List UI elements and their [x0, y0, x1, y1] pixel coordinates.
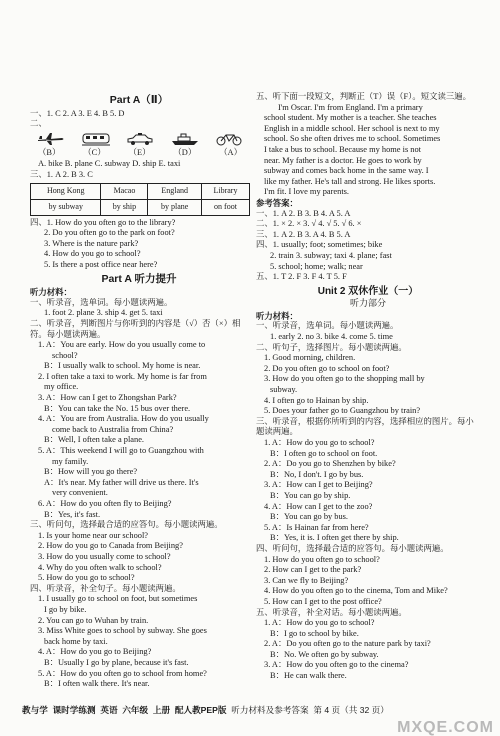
passage-line: school student. My mother is a teacher. She teaches — [264, 113, 437, 123]
table-cell: by plane — [148, 199, 202, 215]
s4-line: 2. You can go to Wuhan by train. — [38, 615, 149, 625]
s4-line: 1. I usually go to school on foot, but sometimes — [38, 594, 198, 604]
u5-line: 3. A：How do you often go to the cinema? — [264, 660, 409, 670]
s2-line: A：It's near. My father will drive us there. It's — [44, 477, 199, 487]
u5-line: B：No. We often go by subway. — [270, 649, 379, 659]
s4-line: 3. Miss White goes to school by subway. She goes — [38, 626, 207, 636]
answer-line: 一、1. A 2. B 3. B 4. A 5. A — [256, 208, 351, 218]
u3-line: B：You can go by ship. — [270, 490, 351, 500]
u5-line: 1. A：How do you go to school? — [264, 618, 375, 628]
table-cell: Library — [201, 183, 249, 199]
s2-line: 3. A：How can I get to Zhongshan Park? — [38, 393, 177, 403]
q2-answer-letters — [30, 148, 248, 160]
u2-line: 5. Does your father go to Guangzhou by train? — [264, 406, 421, 416]
q4-line: 4. How do you go to school? — [44, 249, 141, 259]
passage-line: English in a middle school. Her school is next to my — [264, 123, 440, 133]
u3-line: B：I often go to school on foot. — [270, 448, 378, 458]
s2-line: my family. — [52, 456, 89, 466]
u2-line: subway. — [270, 385, 298, 395]
u4-line: 1. How do you often go to school? — [264, 554, 380, 564]
q2-letter: （D） — [173, 147, 197, 157]
table-row — [31, 183, 250, 199]
s2-line: B：Yes, it's fast. — [44, 509, 101, 519]
table-cell: by ship — [101, 199, 148, 215]
plane-icon — [36, 132, 66, 146]
right-column — [256, 92, 480, 682]
listen-label: 听力材料： — [256, 310, 298, 321]
listen-label: 听力材料： — [30, 287, 72, 298]
s2-line: 1. A：You are early. How do you usually come to — [38, 340, 206, 350]
bike-icon — [214, 132, 244, 146]
passage-line: like my father. He's tall and strong. He likes sports. — [264, 176, 436, 186]
u3-line: 1. A：How do you go to school? — [264, 438, 375, 447]
u4-line: 5. How can I get to the post office? — [264, 596, 382, 606]
s4-line: B：I often walk there. It's near. — [44, 679, 150, 689]
footer-section: 听力材料及参考答案 — [231, 705, 309, 715]
part-a2-title: Part A（Ⅱ） — [109, 94, 169, 106]
s4-line: B：Usually I go by plane, because it's fast. — [44, 657, 189, 667]
passage-line: I'm fit. I love my parents. — [264, 187, 350, 197]
s3-line: 2. How do you go to Canada from Beijing? — [38, 541, 183, 551]
watermark: MXQE.COM — [397, 719, 494, 736]
unit-section-3-instruction: 三、听录音，根据你所听到的内容，选择相应的图片。每小题读两遍。 — [256, 416, 474, 437]
footer-series: 课时学练测 — [52, 705, 96, 715]
q2-options: A. bike B. plane C. subway D. ship E. taxi — [38, 159, 181, 169]
unit-section-1-instruction: 一、听录音，选单词。每小题读两遍。 — [256, 321, 399, 331]
subway-icon — [81, 132, 111, 146]
footer-brand: 教与学 — [22, 705, 48, 715]
s2-line: 5. A：This weekend I will go to Guangzhou with — [38, 446, 204, 456]
ship-icon — [170, 132, 200, 146]
passage-line: I take a bus to school. Because my home is not — [264, 144, 421, 154]
q3-answers: 三、1. A 2. B 3. C — [30, 169, 93, 179]
q2-letter: （A） — [219, 147, 242, 157]
s2-line: B：I usually walk to school. My home is near. — [44, 361, 201, 371]
table-cell: Macao — [101, 183, 148, 199]
answer-line: 五、1. T 2. F 3. F 4. T 5. F — [256, 272, 347, 282]
section-2-instruction: 二、听录音，判断图片与你听到的内容是（√）否（×）相符。每小题读两遍。 — [30, 318, 241, 339]
s3-line: 1. Is your home near our school? — [38, 530, 149, 540]
taxi-icon — [125, 132, 155, 146]
s2-line: 6. A：How do you often fly to Beijing? — [38, 499, 172, 508]
q2-letter: （C） — [83, 147, 106, 157]
u2-line: 1. Good morning, children. — [264, 353, 356, 363]
u3-line: 3. A：How can I get to Beijing? — [264, 480, 373, 490]
q4-line: 四、1. How do you often go to the library? — [30, 217, 176, 227]
unit-section-5-instruction: 五、听录音，补全对话。每小题读两遍。 — [256, 607, 407, 617]
passage-line: school. So she often drives me to school. Sometimes — [264, 134, 441, 144]
u3-line: 4. A：How can I get to the zoo? — [264, 501, 373, 511]
s2-line: 4. A：You are from Australia. How do you usually — [38, 414, 209, 424]
s2-line: very convenient. — [52, 488, 108, 498]
q2-label: 二、 — [30, 119, 47, 129]
s4-line: 4. A：How do you go to Beijing? — [38, 647, 152, 657]
u3-line: 2. A：Do you go to Shenzhen by bike? — [264, 459, 396, 469]
s2-line: B：Well, I often take a plane. — [44, 435, 145, 445]
s2-line: my office. — [44, 382, 79, 392]
footer-edition: 配人教PEP版 — [174, 705, 227, 715]
answer-line: 2. train 3. subway; taxi 4. plane; fast — [270, 250, 392, 260]
u4-line: 4. How do you often go to the cinema, Tom and Mike? — [264, 586, 448, 596]
footer-volume: 上册 — [152, 705, 171, 715]
q4-line: 3. Where is the nature park? — [44, 238, 139, 248]
footer-page-number: 第 4 页（共 32 页） — [313, 705, 389, 715]
table-cell: England — [148, 183, 202, 199]
section-1-instruction: 一、听录音，选单词。每小题读两遍。 — [30, 297, 173, 307]
answers-label: 参考答案： — [256, 197, 298, 208]
unit-subtitle: 听力部分 — [349, 298, 386, 309]
passage-line: subway and comes back home in the same way. I — [264, 166, 429, 176]
passage-line: near. My father is a doctor. He goes to work by — [264, 155, 422, 165]
u3-line: B：No, I don't. I go by bus. — [270, 469, 364, 479]
unit-section-2-instruction: 二、听句子，选择图片。每小题读两遍。 — [256, 342, 407, 352]
s4-line: 5. A：How do you often go to school from home? — [38, 668, 207, 678]
u4-line: 2. How can I get to the park? — [264, 565, 362, 575]
u2-line: 2. Do you often go to school on foot? — [264, 363, 390, 373]
s2-line: B：You can take the No. 15 bus over there. — [44, 403, 191, 413]
part-a-listen-title: Part A 听力提升 — [101, 272, 177, 285]
q1-answers: 一、1. C 2. A 3. E 4. B 5. D — [30, 108, 125, 118]
section-4-instruction: 四、听录音，补全句子。每小题读两遍。 — [30, 583, 181, 593]
table-cell: on foot — [201, 199, 249, 215]
section-1-answers: 1. foot 2. plane 3. ship 4. get 5. taxi — [44, 308, 163, 318]
footer-subject: 英语 — [100, 705, 118, 715]
table-cell: by subway — [31, 199, 101, 215]
s2-line: 2. I often take a taxi to work. My home is far from — [38, 371, 207, 381]
s3-line: 3. How do you usually come to school? — [38, 551, 171, 561]
s2-line: school? — [52, 350, 78, 360]
passage-line: I'm Oscar. I'm from England. I'm a primary — [278, 102, 423, 112]
s4-line: I go by bike. — [44, 604, 87, 614]
left-column — [30, 92, 248, 690]
s4-line: back home by taxi. — [44, 636, 108, 646]
unit-section-4-instruction: 四、听问句，选择最合适的应答句。每小题读两遍。 — [256, 543, 449, 553]
s2-line: come back to Australia from China? — [52, 424, 174, 434]
answer-line: 四、1. usually; foot; sometimes; bike — [256, 240, 383, 250]
answer-line: 5. school; home; walk; near — [270, 261, 363, 271]
u5-line: 2. A：Do you often go to the nature park by taxi? — [264, 639, 431, 649]
u3-line: B：Yes, it is. I often get there by ship. — [270, 533, 399, 543]
u5-line: B：I go to school by bike. — [270, 628, 359, 638]
q2-letter: （E） — [128, 147, 151, 157]
u2-line: 4. I often go to Hainan by ship. — [264, 395, 369, 405]
answer-line: 二、1. × 2. × 3. √ 4. √ 5. √ 6. × — [256, 219, 362, 229]
q2-letter: （B） — [38, 147, 61, 157]
u3-line: 5. A：Is Hainan far from here? — [264, 522, 369, 532]
section-3-instruction: 三、听问句，选择最合适的应答句。每小题读两遍。 — [30, 520, 223, 530]
table-row — [31, 199, 250, 215]
unit-title: Unit 2 双休作业（一） — [317, 285, 419, 297]
page-footer — [22, 705, 488, 716]
s2-line: B：How will you go there? — [44, 467, 138, 477]
q4-line: 2. Do you often go to the park on foot? — [44, 228, 175, 238]
u5-line: B：He can walk there. — [270, 671, 347, 681]
table-cell: Hong Kong — [31, 183, 101, 199]
q4-line: 5. Is there a post office near here? — [44, 259, 158, 269]
answer-line: 三、1. A 2. B 3. A 4. B 5. A — [256, 229, 351, 239]
transport-icons — [30, 130, 248, 148]
q5-instruction: 五、听下面一段短文，判断正（T）误（F）。短文读三遍。 — [256, 92, 471, 101]
destination-table — [30, 183, 250, 216]
s3-line: 5. How do you go to school? — [38, 573, 135, 583]
u4-line: 3. Can we fly to Beijing? — [264, 575, 349, 585]
footer-grade: 六年级 — [122, 705, 149, 715]
unit-section-1-answers: 1. early 2. no 3. bike 4. come 5. time — [270, 332, 393, 342]
u2-line: 3. How do you often go to the shopping mall by — [264, 374, 425, 384]
s3-line: 4. Why do you often walk to school? — [38, 562, 162, 572]
u3-line: B：You can go by bus. — [270, 512, 349, 522]
